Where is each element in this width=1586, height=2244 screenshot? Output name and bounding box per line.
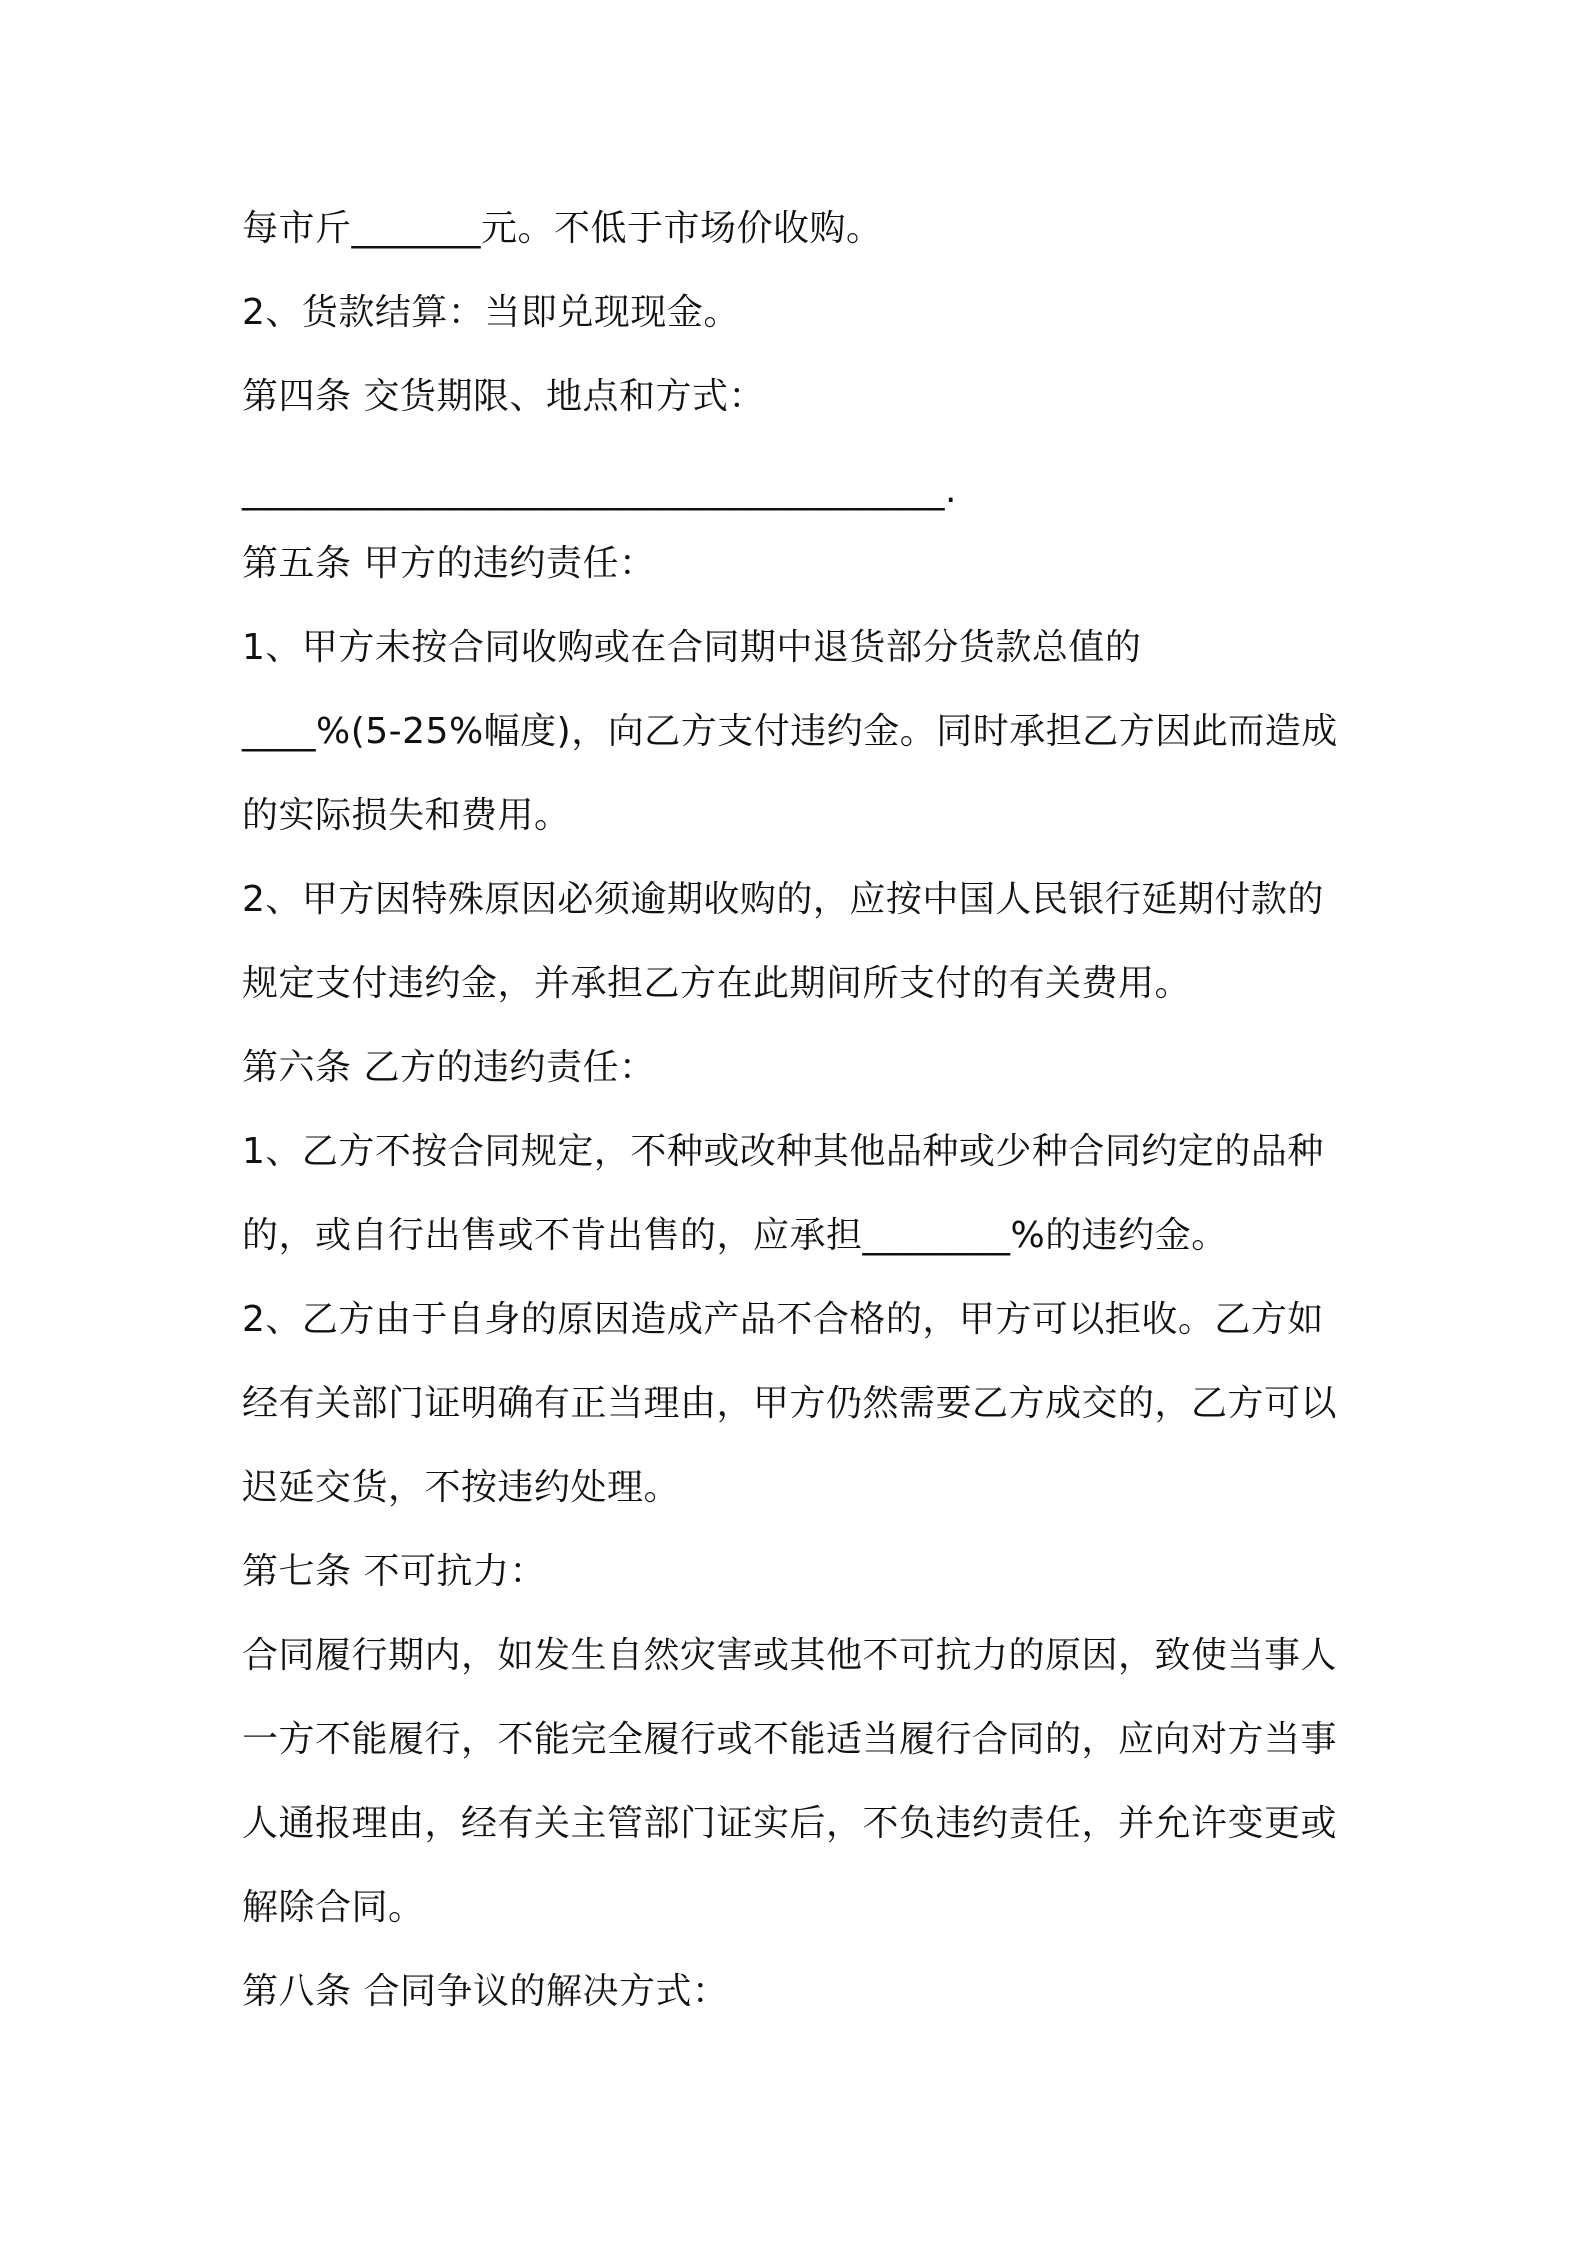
text-line: 规定支付违约金，并承担乙方在此期间所支付的有关费用。	[242, 963, 1192, 1004]
text-line: 人通报理由，经有关主管部门证实后，不负违约责任，并允许变更或	[242, 1803, 1338, 1844]
section-heading-6: 第六条 乙方的违约责任：	[242, 1047, 656, 1088]
blank-fill-line: ______________________________________.	[242, 470, 957, 511]
text-line: 一方不能履行，不能完全履行或不能适当履行合同的，应向对方当事	[242, 1719, 1338, 1760]
text-line: 2、货款结算：当即兑现现金。	[242, 292, 740, 333]
section-heading-8: 第八条 合同争议的解决方式：	[242, 1971, 729, 2012]
text-line: 合同履行期内，如发生自然灾害或其他不可抗力的原因，致使当事人	[242, 1635, 1338, 1676]
text-line: 的实际损失和费用。	[242, 795, 571, 836]
text-line: 解除合同。	[242, 1887, 425, 1928]
text-line: 经有关部门证明确有正当理由，甲方仍然需要乙方成交的，乙方可以	[242, 1383, 1338, 1424]
section-heading-4: 第四条 交货期限、地点和方式：	[242, 376, 765, 417]
text-line: 1、甲方未按合同收购或在合同期中退货部分货款总值的	[242, 627, 1142, 668]
text-line: 2、甲方因特殊原因必须逾期收购的，应按中国人民银行延期付款的	[242, 879, 1324, 920]
text-line: 每市斤_______元。不低于市场价收购。	[242, 208, 883, 249]
text-line: 1、乙方不按合同规定，不种或改种其他品种或少种合同约定的品种	[242, 1131, 1324, 1172]
text-line: 2、乙方由于自身的原因造成产品不合格的，甲方可以拒收。乙方如	[242, 1299, 1324, 1340]
section-heading-5: 第五条 甲方的违约责任：	[242, 543, 656, 584]
text-line: ____%(5-25%幅度)，向乙方支付违约金。同时承担乙方因此而造成	[242, 711, 1338, 752]
text-line: 的，或自行出售或不肯出售的，应承担________%的违约金。	[242, 1215, 1228, 1256]
section-heading-7: 第七条 不可抗力：	[242, 1551, 546, 1592]
text-line: 迟延交货，不按违约处理。	[242, 1467, 681, 1508]
